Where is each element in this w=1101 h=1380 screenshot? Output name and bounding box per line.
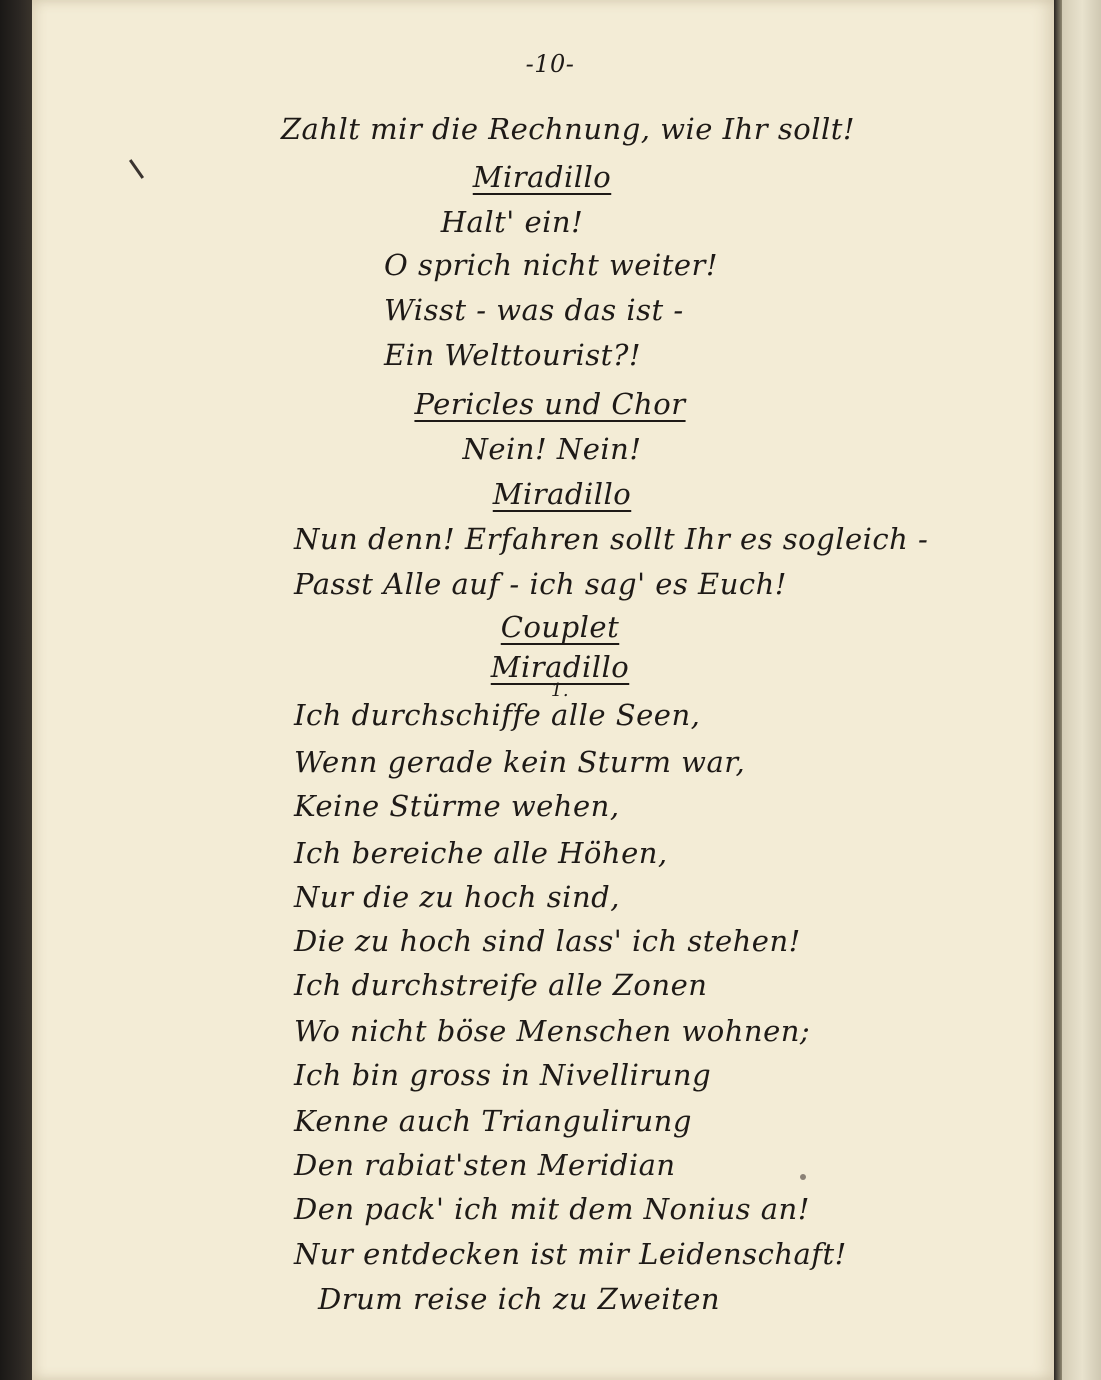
manuscript-page: [32, 0, 1054, 1380]
speaker-heading: Miradillo: [492, 477, 632, 511]
page-fold-shadow: [1054, 0, 1062, 1380]
text-line: Nun denn! Erfahren sollt Ihr es sogleich -: [294, 522, 929, 556]
text-line: Passt Alle auf - ich sag' es Euch!: [294, 567, 787, 601]
text-line: Nein! Nein!: [462, 432, 642, 466]
verse-line: Ich durchschiffe alle Seen,: [294, 698, 701, 732]
section-heading: Couplet: [500, 610, 620, 644]
speaker-heading: Miradillo: [472, 160, 612, 194]
verse-line: Kenne auch Triangulirung: [294, 1104, 692, 1138]
verse-line: Den rabiat'sten Meridian: [294, 1148, 676, 1182]
text-line: Ein Welttourist?!: [384, 338, 642, 372]
verse-line: Keine Stürme wehen,: [294, 789, 620, 823]
verse-line: Die zu hoch sind lass' ich stehen!: [294, 924, 801, 958]
text-line: Halt' ein!: [440, 205, 584, 239]
speaker-heading: Miradillo: [490, 650, 630, 684]
manuscript-text: [32, 0, 1054, 1380]
verse-line: Drum reise ich zu Zweiten: [318, 1282, 721, 1316]
verse-number: 1.: [550, 680, 570, 701]
verse-line: Nur entdecken ist mir Leidenschaft!: [294, 1237, 847, 1271]
verse-line: Wenn gerade kein Sturm war,: [294, 745, 746, 779]
verse-line: Ich durchstreife alle Zonen: [294, 968, 708, 1002]
text-line: Zahlt mir die Rechnung, wie Ihr sollt!: [280, 112, 856, 146]
book-gutter-left: [0, 0, 32, 1380]
speaker-heading: Pericles und Chor: [414, 387, 686, 421]
page-number: -10-: [525, 50, 575, 78]
verse-line: Ich bin gross in Nivellirung: [294, 1058, 712, 1092]
verse-line: Nur die zu hoch sind,: [294, 880, 620, 914]
verse-line: Ich bereiche alle Höhen,: [294, 836, 668, 870]
text-line: Wisst - was das ist -: [384, 293, 684, 327]
verse-line: Wo nicht böse Menschen wohnen;: [294, 1014, 811, 1048]
text-line: O sprich nicht weiter!: [384, 248, 719, 282]
verse-line: Den pack' ich mit dem Nonius an!: [294, 1192, 810, 1226]
